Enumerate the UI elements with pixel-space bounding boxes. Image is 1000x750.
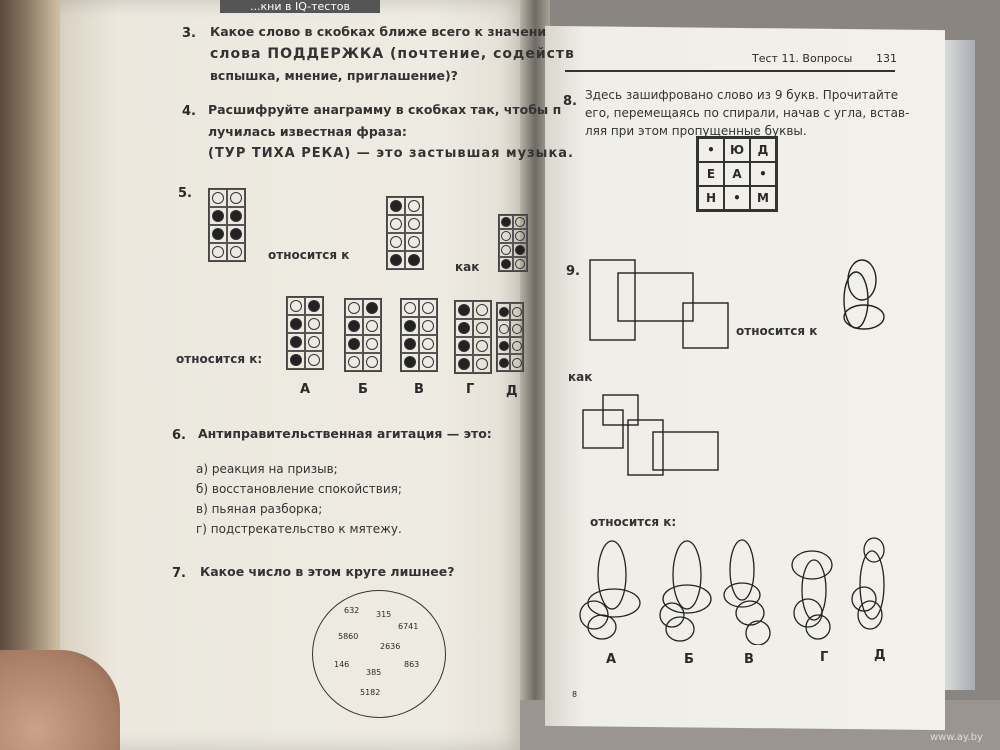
q9-answer-label-e: Д [874,648,886,663]
q5-answer-grid-b [344,298,382,372]
q9-answer-figure-e [852,538,884,629]
q6-option-d: г) подстрекательство к мятежу. [196,522,402,536]
q9-squares-compare [578,390,728,480]
q5-relates-to: относится к [268,248,350,262]
q8-line-3: ляя при этом пропущенные буквы. [585,124,807,138]
q5-grid-a [208,188,246,262]
q9-squares-stimulus [585,255,745,355]
q5-answer-label-d: Г [466,382,475,397]
q5-answer-grid-a [286,296,324,370]
q9-answer-figure-d [792,551,832,639]
q7-number-3: 6741 [398,622,419,631]
q9-answer-label-b: Б [684,652,694,667]
q7-number-7: 385 [366,668,382,677]
header-rule [565,70,895,72]
q5-relates-to-colon: относится к: [176,352,263,366]
watermark: www.ay.by [930,732,983,743]
q9-relates-to-colon: относится к: [590,515,677,529]
q5-grid-c [498,214,528,272]
q3-line-3: вспышка, мнение, приглашение)? [210,68,458,83]
q7-number-5: 2636 [380,642,401,651]
q5-as: как [455,260,480,274]
q8-cell: • [698,138,724,162]
q8-cell: А [724,162,750,186]
q4-line-2: лучилась известная фраза: [208,124,407,139]
q6-option-b: б) восстановление спокойствия; [196,482,402,496]
q8-cell: Н [698,186,724,210]
q5-answer-grid-e [496,302,524,372]
q5-answer-grid-d [454,300,492,374]
q7-number-9: 5182 [360,688,381,697]
q9-number: 9. [566,264,580,279]
q9-answer-label-a: А [606,652,617,667]
q9-answer-figure-a [580,541,640,639]
q7-number-1: 632 [344,606,360,615]
q6-option-a: а) реакция на призыв; [196,462,338,476]
q4-number: 4. [182,104,196,119]
q9-answer-figure-c [724,540,770,645]
q9-answer-label-c: В [744,652,754,667]
q5-answer-grid-c [400,298,438,372]
q3-line-1: Какое слово в скобках ближе всего к значени [210,24,547,39]
q8-letter-grid [696,136,778,212]
q7-number-6: 146 [334,660,350,669]
q5-answer-label-e: Д [506,384,518,399]
q7-number-2: 315 [376,610,392,619]
q8-cell: Е [698,162,724,186]
q8-number: 8. [563,94,577,109]
q3-number: 3. [182,26,196,41]
q5-grid-b [386,196,424,270]
q8-line-2: его, перемещаясь по спирали, начав с угла, встав- [585,106,910,120]
q4-line-3: (ТУР ТИХА РЕКА) — это застывшая музыка. [208,146,574,161]
q9-oval-answers [572,535,892,645]
q7-number: 7. [172,566,186,581]
q8-cell: М [750,186,776,210]
q8-cell: Д [750,138,776,162]
q6-number: 6. [172,428,186,443]
q6-question: Антиправительственная агитация — это: [198,426,492,441]
q7-question: Какое число в этом круге лишнее? [200,564,455,579]
q9-ovals-stimulus [832,255,892,335]
q7-number-4: 5860 [338,632,359,641]
right-page-header: Тест 11. Вопросы [752,52,853,65]
q6-option-c: в) пьяная разборка; [196,502,323,516]
page-number: 131 [876,52,897,65]
q9-answer-label-d: Г [820,650,829,665]
q3-line-2: слова ПОДДЕРЖКА (почтение, содейств [210,46,575,62]
q8-cell: • [724,186,750,210]
q4-line-1: Расшифруйте анаграмму в скобках так, чтобы п [208,102,562,117]
left-page-header: ...кни в IQ-тестов [220,0,380,13]
q9-relates-to: относится к [736,324,818,338]
q5-answer-label-a: А [300,382,311,397]
q5-number: 5. [178,186,192,201]
q7-number-8: 863 [404,660,420,669]
q9-answer-figure-b [660,541,711,641]
q5-answer-label-c: В [414,382,424,397]
q8-line-1: Здесь зашифровано слово из 9 букв. Прочитайте [585,88,899,102]
q9-as: как [568,370,593,384]
right-page-footer-mark: 8 [572,690,578,699]
q5-answer-label-b: Б [358,382,368,397]
q8-cell: Ю [724,138,750,162]
q8-cell: • [750,162,776,186]
